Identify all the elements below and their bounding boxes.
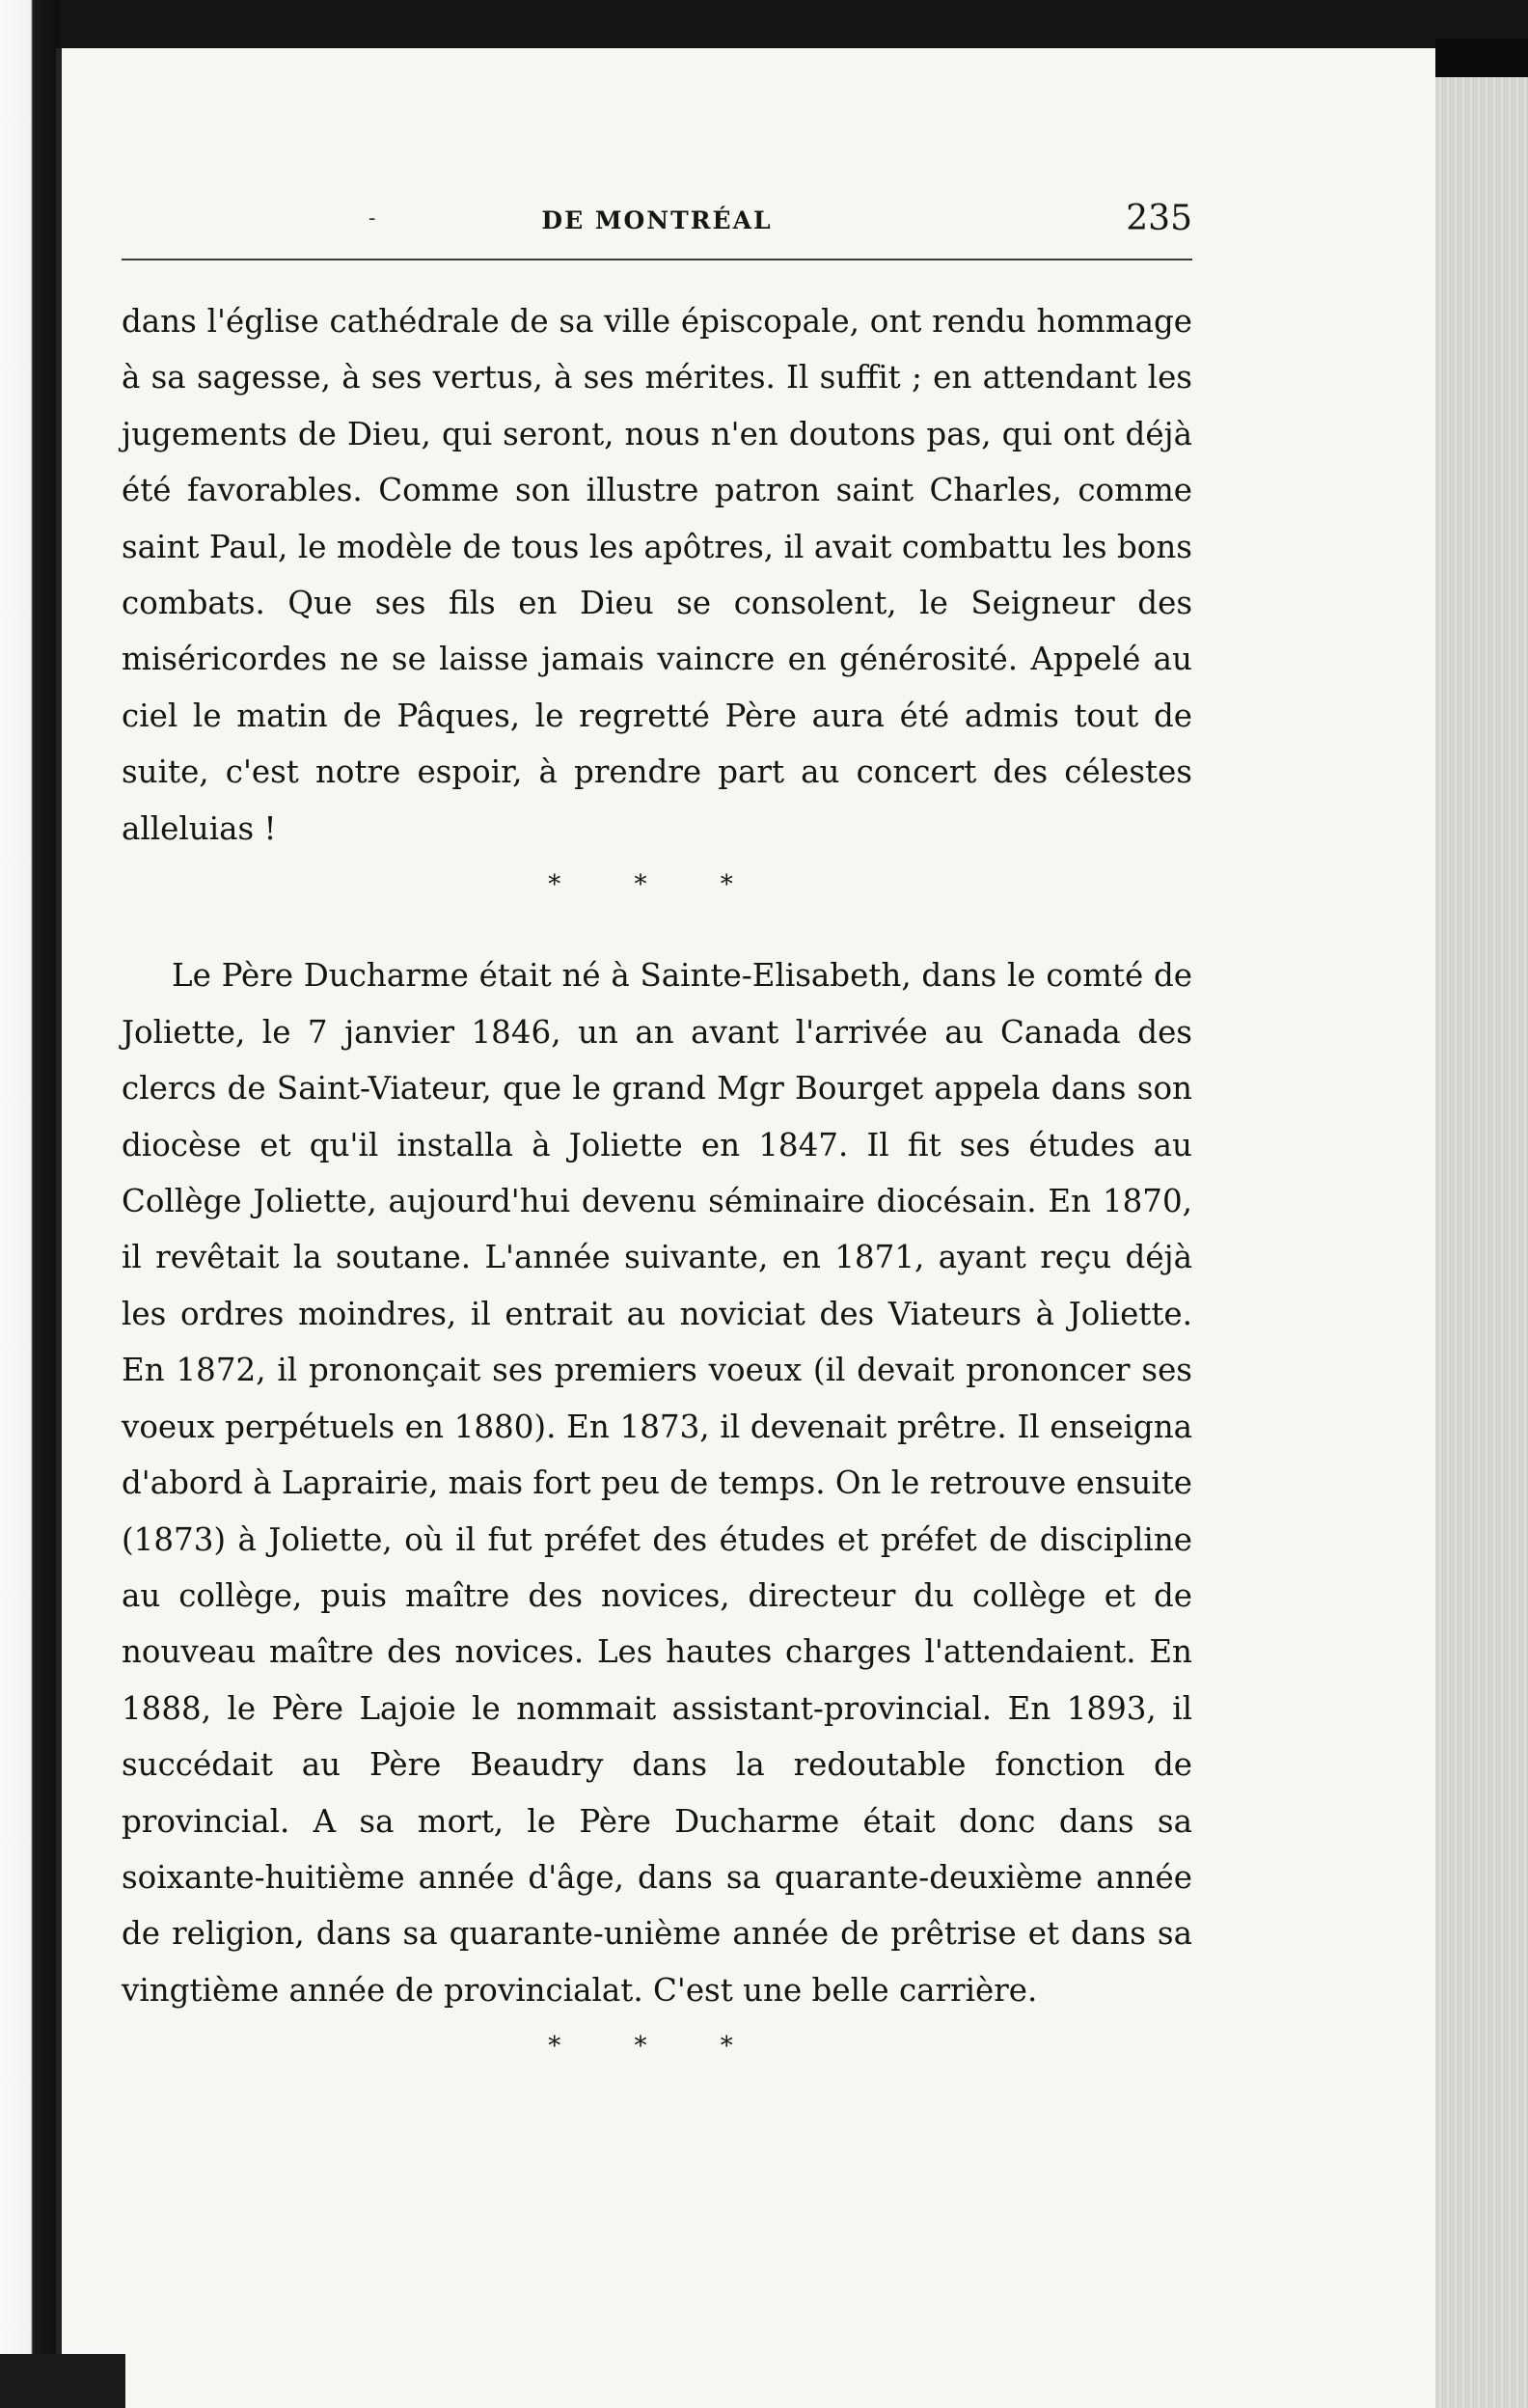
section-separator-2: * * *: [548, 2032, 766, 2062]
previous-page-edge: [0, 0, 60, 2408]
section-separator-1: * * *: [548, 870, 766, 900]
page-header: [122, 193, 1192, 251]
scan-shadow: [0, 2354, 125, 2408]
page-stack-edge: [1435, 39, 1528, 2408]
paragraph-2: Le Père Ducharme était né à Sainte-Elisabeth, dans le comté de Joliette, le 7 janvier 1846, un an avant l'arrivée au Canada des clercs de Saint-Viateur, que le grand Mgr Bourget appela dans son diocèse et qu'il installa à Joliette en 1847. Il fit ses études au Collège Joliette, aujourd'hui devenu séminaire diocésain. En 1870, il revêtait la soutane. L'année suivante, en 1871, ayant reçu déjà les ordres moindres, il entrait au noviciat des Viateurs à Joliette. En 1872, il prononçait ses premiers voeux (il devait prononcer ses voeux perpétuels en 1880). En 1873, il devenait prêtre. Il enseigna d'abord à Laprairie, mais fort peu de temps. On le retrouve ensuite (1873) à Joliette, où il fut préfet des études et préfet de discipline au collège, puis maître des novices, directeur du collège et de nouveau maître des novices. Les hautes charges l'attendaient. En 1888, le Père Lajoie le nommait assistant-provincial. En 1893, il succédait au Père Beaudry dans la redoutable fonction de provincial. A sa mort, le Père Ducharme était donc dans sa soixante-huitième année d'âge, dans sa quarante-deuxième année de religion, dans sa quarante-unième année de prêtrise et dans sa vingtième année de provincialat. C'est une belle carrière.: [122, 957, 1192, 2009]
running-head: DE MONTRÉAL: [541, 206, 773, 234]
body-text: [122, 293, 1192, 2075]
paragraph-1: dans l'église cathédrale de sa ville épiscopale, ont rendu hommage à sa sagesse, à ses vertus, à ses mérites. Il suffit ; en attendant les jugements de Dieu, qui seront, nous n'en doutons pas, qui ont déjà été favorables. Comme son illustre patron saint Charles, comme saint Paul, le modèle de tous les apôtres, il avait combattu les bons combats. Que ses fils en Dieu se consolent, le Seigneur des miséricordes ne se laisse jamais vaincre en générosité. Appelé au ciel le matin de Pâques, le regretté Père aura été admis tout de suite, c'est notre espoir, à prendre part au concert des célestes alleluias !: [122, 303, 1192, 847]
header-rule: [122, 259, 1192, 260]
page-number: 235: [1126, 199, 1192, 238]
header-dash: -: [368, 206, 376, 231]
